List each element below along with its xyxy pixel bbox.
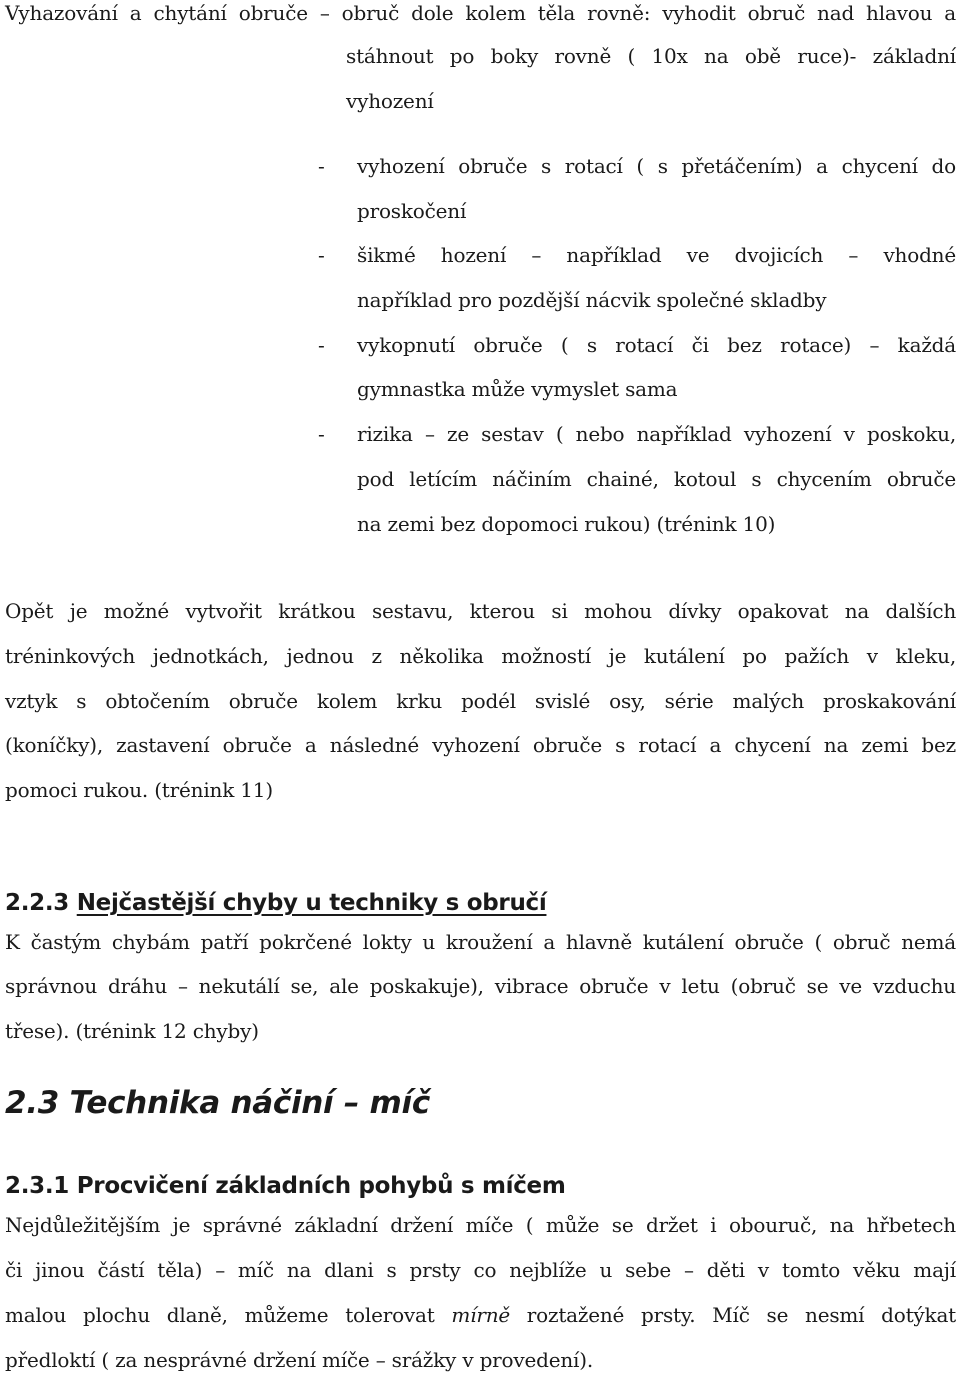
para2-line-2: správnou dráhu – nekutálí se, ale poskakuje), vibrace obruče v letu (obruč se ve vzduchu <box>5 974 956 998</box>
intro-line-3: vyhození <box>346 89 434 113</box>
para3-line-3-emphasis: mírně <box>451 1303 511 1327</box>
para1-line-2: tréninkových jednotkách, jednou z několika možností je kutálení po pažích v kleku, <box>5 644 956 668</box>
section-heading-2-3-1 <box>5 1171 566 1201</box>
section-heading-2-3 <box>5 1083 430 1123</box>
para3-line-3 <box>5 1302 956 1328</box>
para3-line-3-start: malou plochu dlaně, můžeme tolerovat <box>5 1303 452 1327</box>
section-number: 2.3 <box>5 1085 60 1121</box>
list-item-2-marker: - <box>318 243 325 267</box>
list-item-3-marker: - <box>318 333 325 357</box>
list-item-4-line-3: na zemi bez dopomoci rukou) (trénink 10) <box>357 512 776 536</box>
section-number: 2.2.3 <box>5 890 69 916</box>
list-item-1-marker: - <box>318 154 325 178</box>
list-item-2-line-2: například pro pozdější nácvik společné skladby <box>357 288 827 312</box>
list-item-2-line-1: šikmé hození – například ve dvojicích – vhodné <box>357 243 956 267</box>
para3-line-4: předloktí ( za nesprávné držení míče – srážky v provedení). <box>5 1348 593 1372</box>
para3-line-1: Nejdůležitějším je správné základní držení míče ( může se držet i obouruč, na hřbetech <box>5 1213 956 1237</box>
list-item-1-line-1: vyhození obruče s rotací ( s přetáčením) a chycení do <box>357 154 956 178</box>
list-item-3-line-2: gymnastka může vymyslet sama <box>357 377 678 401</box>
intro-line-2: stáhnout po boky rovně ( 10x na obě ruce)- základní <box>346 44 956 68</box>
section-title: Technika náčiní – míč <box>69 1085 430 1121</box>
para3-line-3-end: roztažené prsty. Míč se nesmí dotýkat <box>510 1303 957 1327</box>
list-item-3-line-1: vykopnutí obruče ( s rotací či bez rotace) – každá <box>357 333 956 357</box>
section-title: Procvičení základních pohybů s míčem <box>76 1173 566 1199</box>
para1-line-5: pomoci rukou. (trénink 11) <box>5 778 273 802</box>
para2-line-3: třese). (trénink 12 chyby) <box>5 1019 259 1043</box>
intro-line-1: Vyhazování a chytání obruče – obruč dole kolem těla rovně: vyhodit obruč nad hlavou a <box>5 1 956 25</box>
list-item-4-line-1: rizika – ze sestav ( nebo například vyhození v poskoku, <box>357 422 956 446</box>
list-item-1-line-2: proskočení <box>357 199 467 223</box>
list-item-4-marker: - <box>318 422 325 446</box>
section-title: Nejčastější chyby u techniky s obručí <box>76 890 547 916</box>
para2-line-1: K častým chybám patří pokrčené lokty u kroužení a hlavně kutálení obruče ( obruč nemá <box>5 930 956 954</box>
para1-line-1: Opět je možné vytvořit krátkou sestavu, kterou si mohou dívky opakovat na dalších <box>5 599 956 623</box>
list-item-4-line-2: pod letícím náčiním chainé, kotoul s chycením obruče <box>357 467 956 491</box>
para3-line-2: či jinou částí těla) – míč na dlani s prsty co nejblíže u sebe – děti v tomto věku mají <box>5 1258 956 1282</box>
para1-line-3: vztyk s obtočením obruče kolem krku podél svislé osy, série malých proskakování <box>5 689 956 713</box>
section-number: 2.3.1 <box>5 1173 69 1199</box>
section-heading-2-2-3 <box>5 888 546 918</box>
para1-line-4: (koníčky), zastavení obruče a následné vyhození obruče s rotací a chycení na zemi bez <box>5 733 956 757</box>
